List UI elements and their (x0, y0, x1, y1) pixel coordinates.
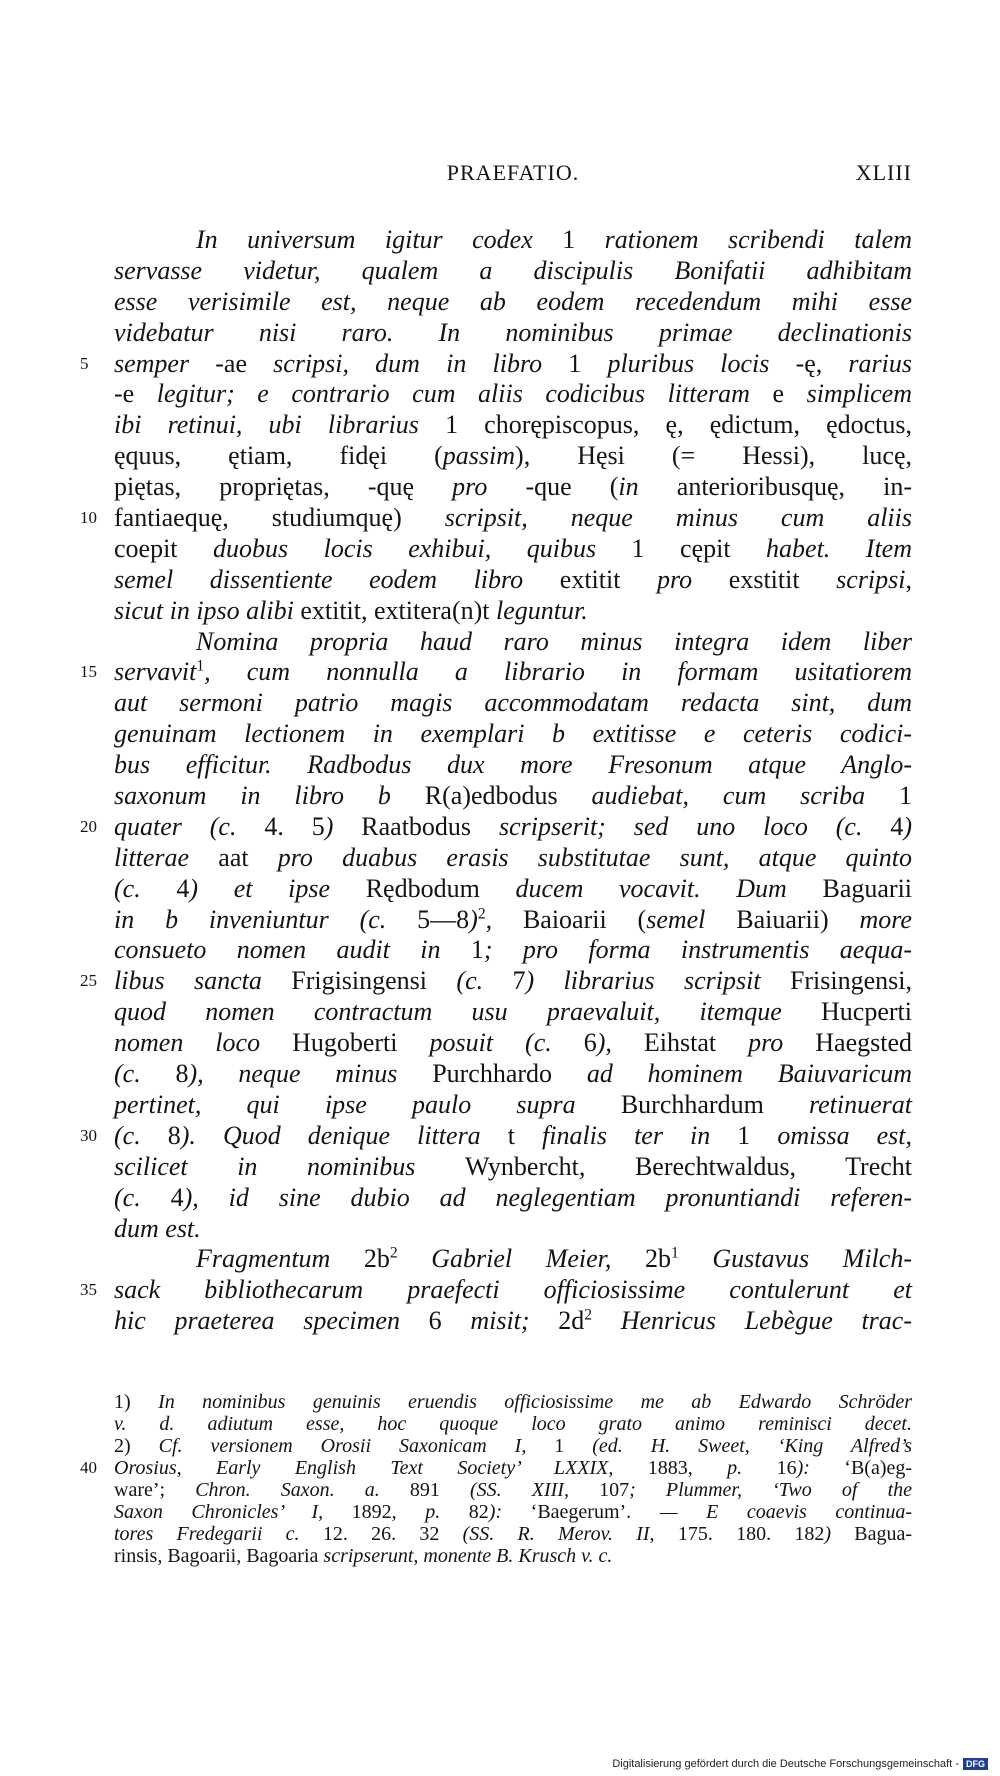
digitization-credit (612, 1758, 988, 1770)
text-line: 10 fantiaequę, studiumquę) scripsit, neque minus cum aliis (80, 503, 912, 533)
text-line: (c. 4), id sine dubio ad neglegentiam pronuntiandi referen- (114, 1182, 913, 1212)
text-line: In universum igitur codex 1 rationem scribendi talem (196, 225, 912, 254)
line-number: 25 (80, 971, 97, 991)
footnotes (80, 1391, 913, 1567)
line-number: 35 (80, 1280, 97, 1300)
text-line: dum est. (114, 1213, 201, 1243)
footnote-line: 1) In nominibus genuinis eruendis officiosissime me ab Edwardo Schröder (114, 1391, 912, 1413)
credit-text: Digitalisierung gefördert durch die Deutsche Forschungsgemeinschaft - (612, 1757, 959, 1770)
text-line: esse verisimile est, neque ab eodem recedendum mihi esse (114, 286, 912, 316)
footnote-ref: 1 (196, 657, 205, 675)
text-line: 5 semper -ae scripsi, dum in libro 1 pluribus locis -ę, rarius (80, 348, 913, 378)
line-number: 15 (80, 662, 97, 682)
text-line: quod nomen contractum usu praevaluit, itemque Hucperti (114, 997, 912, 1027)
line-number: 40 (80, 1458, 97, 1477)
text-line: servasse videtur, qualem a discipulis Bonifatii adhibitam (114, 255, 912, 285)
line-number: 20 (80, 816, 97, 836)
text-line: coepit duobus locis exhibui, quibus 1 cępit habet. Item (114, 533, 912, 563)
text-line: Fragmentum $2b^2$ Gabriel Meier, $2b^1$ Gustavus Milch- (196, 1244, 912, 1274)
main-text (80, 225, 913, 1337)
line-number: 30 (80, 1125, 97, 1145)
text-line: hic praeterea specimen 6 misit; $2d^2$ Henricus Lebègue trac- (114, 1306, 912, 1336)
text-line: -e legitur; e contrario cum aliis codicibus litteram e simplicem (114, 379, 912, 409)
running-header (114, 160, 912, 192)
page-number: XLIII (855, 160, 912, 185)
footnote-line: 40 Orosius, Early English Text Society’ LXXIX, 1883, p. 16): ‘B(a)eg- (80, 1457, 913, 1479)
dfg-logo-icon: DFG (963, 1758, 988, 1770)
text-line: sicut in ipso alibi extitit, extitera(n)t leguntur. (114, 595, 588, 625)
text-line: 30 (c. 8). Quod denique littera t finalis ter in 1 omissa est, (80, 1120, 912, 1150)
text-line: 35 sack bibliothecarum praefecti officiosissime contulerunt et (80, 1275, 912, 1305)
text-line: semel dissentiente eodem libro extitit pro exstitit scripsi, (114, 564, 912, 594)
text-line: bus efficitur. Radbodus dux more Fresonum atque Anglo- (114, 750, 912, 780)
line-number: 10 (80, 508, 97, 528)
text-line: ęquus, ętiam, fidęi (passim), Hęsi (= Hessi), lucę, (114, 441, 912, 471)
text-line: 20 quater (c. 4. 5) Raatbodus scripserit; sed uno loco (c. 4) (80, 811, 913, 841)
text-line: (c. 8), neque minus Purchhardo ad hominem Baiuvaricum (114, 1059, 913, 1089)
line-number: 5 (80, 353, 89, 373)
footnote-line: tores Fredegarii c. 12. 26. 32 (SS. R. Merov. II, 175. 180. 182) Bagua- (114, 1523, 913, 1545)
footnote-line: v. d. adiutum esse, hoc quoque loco grato animo reminisci decet. (114, 1413, 912, 1435)
text-line: 15 servavit$^1$, cum nonnulla a librario in formam usitatiorem (80, 657, 912, 687)
footnote-line: ware’; Chron. Saxon. a. 891 (SS. XIII, 107; Plummer, ‘Two of the (114, 1479, 913, 1501)
text-line: litterae aat pro duabus erasis substitutae sunt, atque quinto (114, 842, 912, 872)
text-line: ibi retinui, ubi librarius 1 chorępiscopus, ę, ędictum, ędoctus, (114, 410, 913, 440)
running-title: PRAEFATIO. (446, 160, 580, 185)
text-line: Nomina propria haud raro minus integra idem liber (196, 626, 912, 656)
footnote-line: 2) Cf. versionem Orosii Saxonicam I, 1 (ed. H. Sweet, ‘King Alfred’s (114, 1435, 912, 1457)
text-line: genuinam lectionem in exemplari b extitisse e ceteris codici- (114, 719, 913, 749)
text-line: videbatur nisi raro. In nominibus primae declinationis (114, 317, 912, 347)
text-line: pertinet, qui ipse paulo supra Burchhardum retinuerat (114, 1089, 912, 1119)
footnote-ref: 2 (477, 904, 486, 922)
text-line: piętas, propriętas, -quę pro -que (in anterioribusquę, in- (114, 472, 913, 502)
text-line: consueto nomen audit in 1; pro forma instrumentis aequa- (114, 935, 912, 965)
text-line: 25 libus sancta Frigisingensi (c. 7) librarius scripsit Frisingensi, (80, 966, 913, 996)
footnote-line: rinsis, Bagoarii, Bagoaria scripserunt, monente B. Krusch v. c. (114, 1545, 613, 1567)
text-line: scilicet in nominibus Wynbercht, Berechtwaldus, Trecht (114, 1151, 912, 1181)
text-line: in b inveniuntur (c. 5—8)$^2$, Baioarii (semel Baiuarii) more (114, 904, 912, 934)
footnote-line: Saxon Chronicles’ I, 1892, p. 82): ‘Baegerum’. — E coaevis continua- (114, 1501, 913, 1523)
text-line: (c. 4) et ipse Rędbodum ducem vocavit. Dum Baguarii (114, 873, 913, 903)
text-line: aut sermoni patrio magis accommodatam redacta sint, dum (114, 688, 912, 718)
text-line: saxonum in libro b R(a)edbodus audiebat, cum scriba 1 (114, 781, 912, 811)
text-line: nomen loco Hugoberti posuit (c. 6), Eihstat pro Haegsted (114, 1028, 912, 1058)
